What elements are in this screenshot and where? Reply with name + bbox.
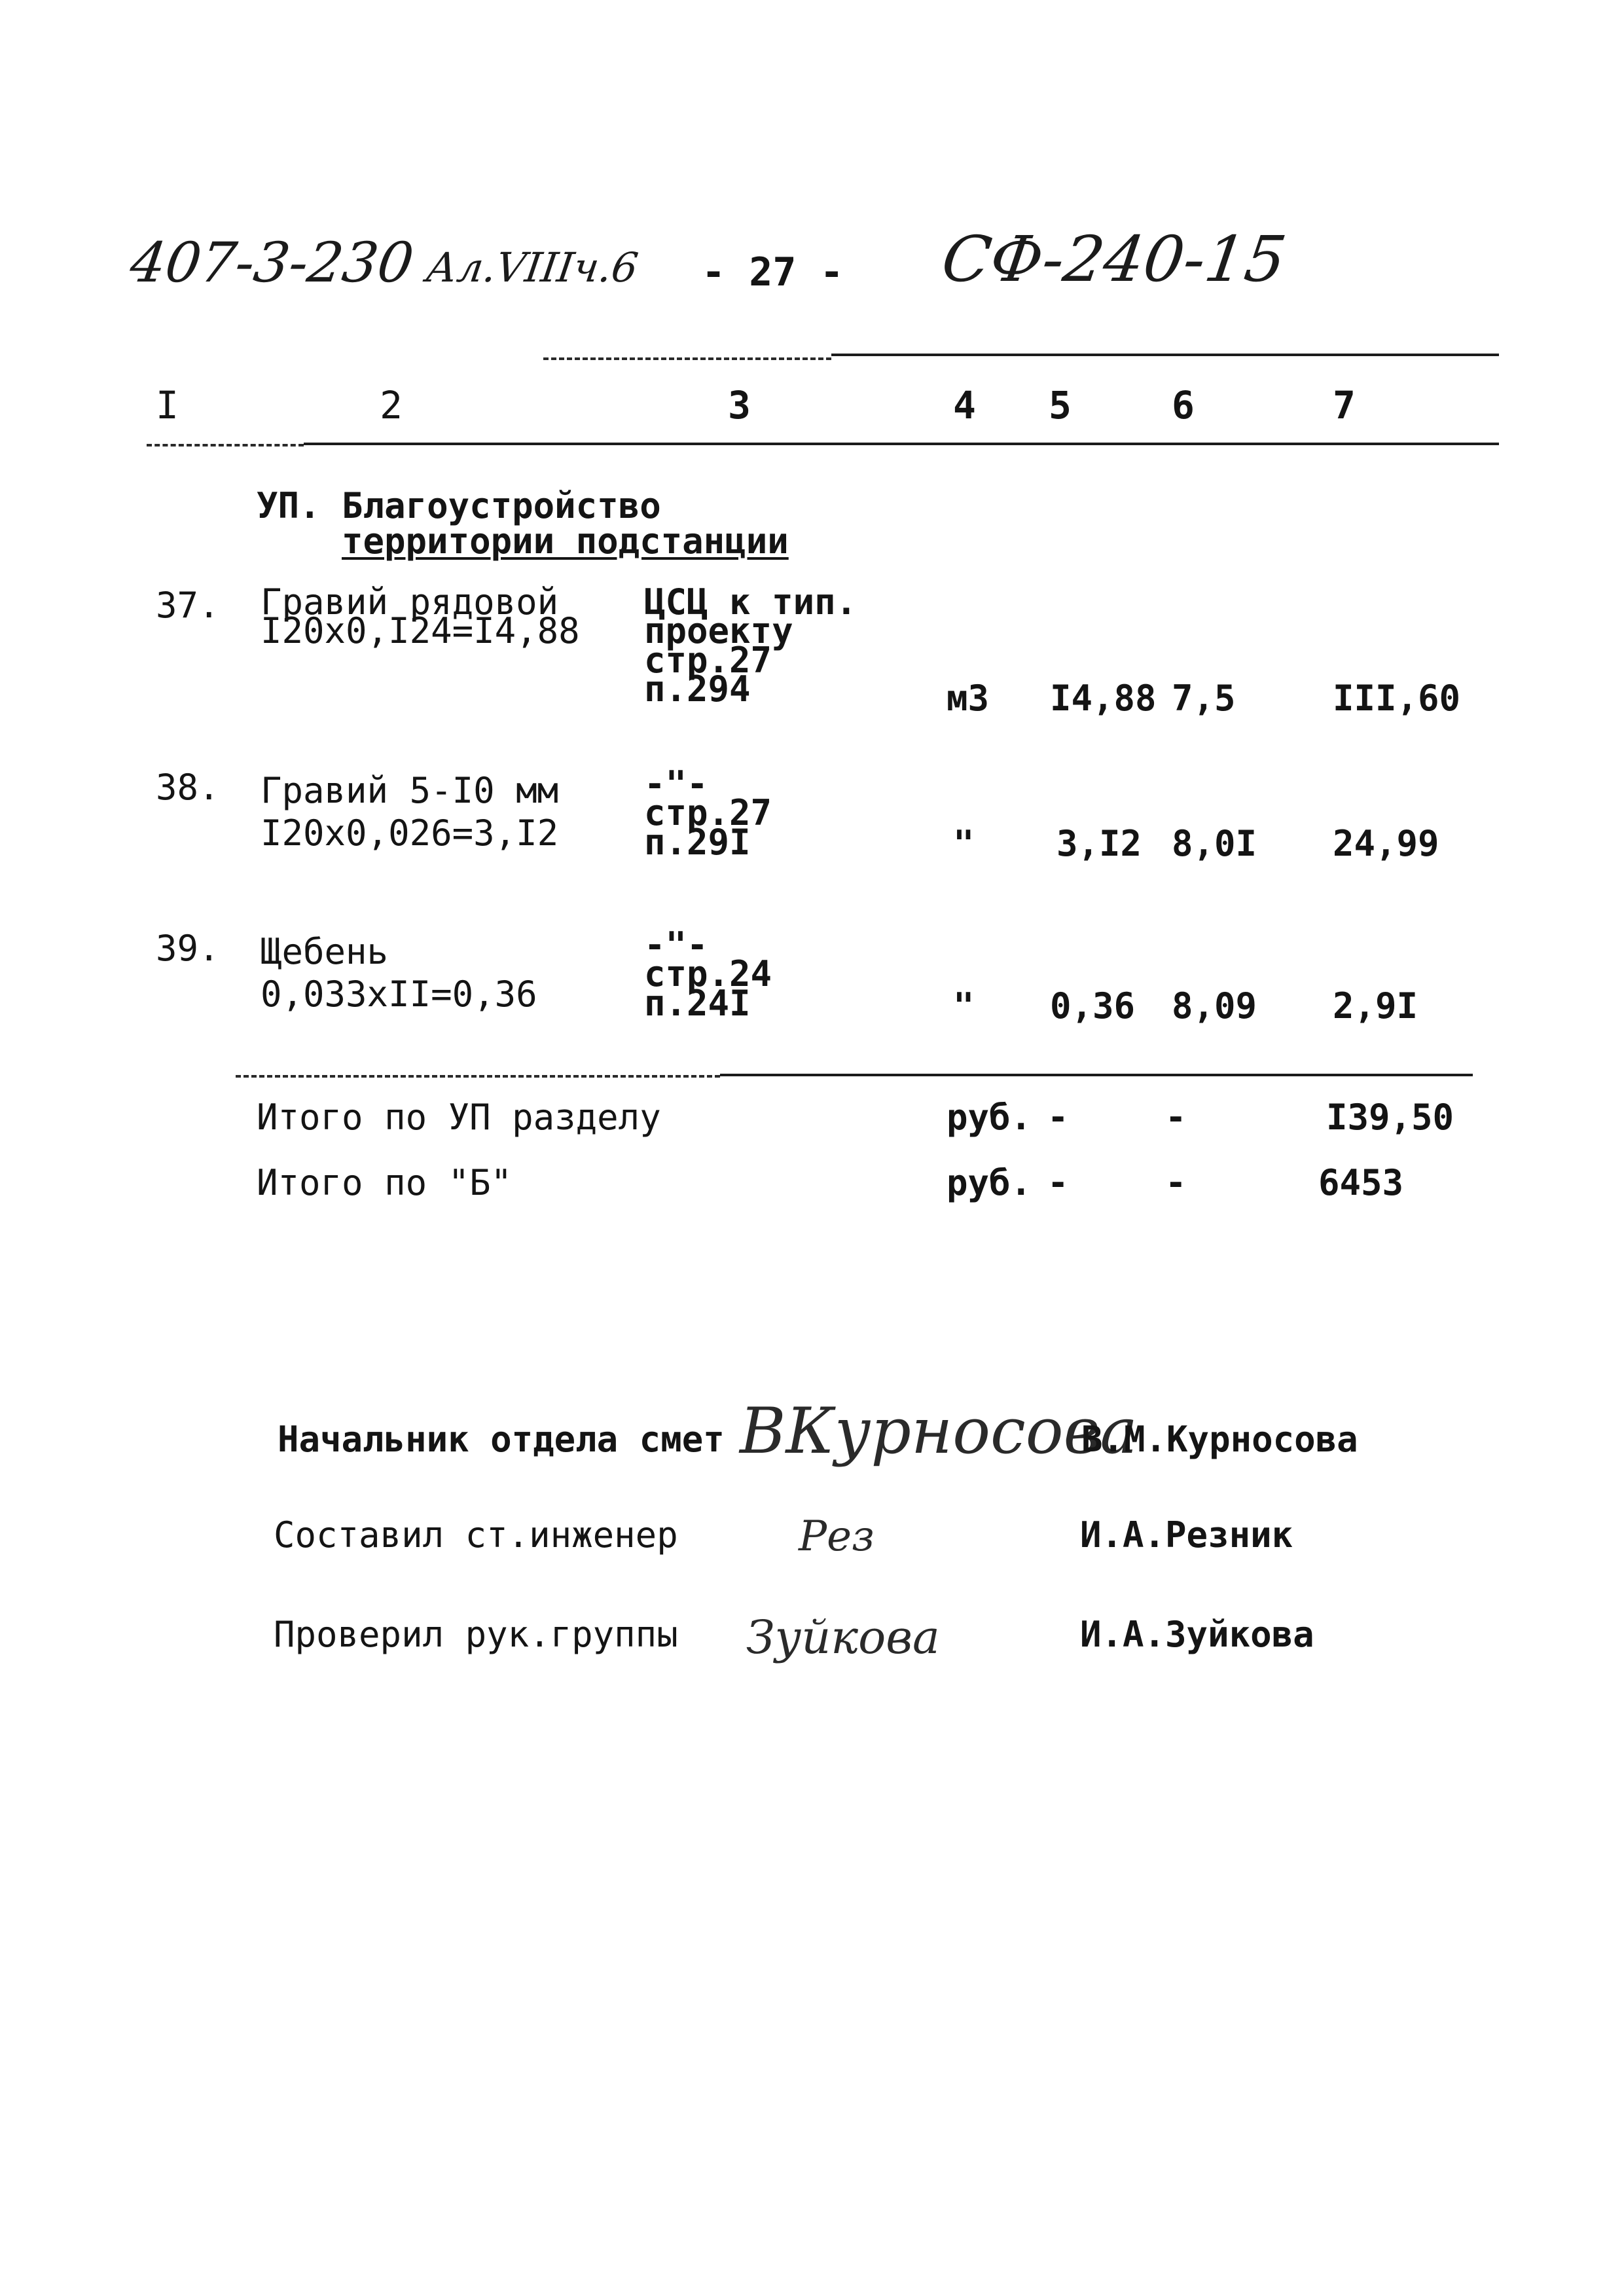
row-37-quantity: I4,88 — [1050, 678, 1157, 719]
signature-name-checker: И.А.Зуйкова — [1080, 1614, 1314, 1655]
column-header-4: 4 — [953, 383, 976, 428]
total-section-col5: - — [1047, 1097, 1069, 1138]
project-code: 407-3-230 — [126, 230, 418, 295]
row-37-total: III,60 — [1333, 678, 1461, 719]
row-39-number: 39. — [156, 928, 220, 969]
row-37-unit: м3 — [947, 678, 990, 719]
total-b-col6: - — [1165, 1162, 1187, 1203]
row-39-unit: " — [953, 985, 975, 1027]
signature-checker: Зуйкова — [746, 1611, 940, 1664]
row-38-number: 38. — [156, 767, 220, 808]
signature-name-head: В.М.Курносова — [1081, 1419, 1358, 1460]
row-39-total: 2,9I — [1333, 985, 1418, 1027]
column-header-6: 6 — [1172, 383, 1195, 428]
total-section-col6: - — [1165, 1097, 1187, 1138]
total-section-unit: руб. — [947, 1097, 1032, 1138]
row-38-unit: " — [953, 823, 975, 864]
signature-head: ВКурносова — [740, 1394, 1138, 1468]
page-number: - 27 - — [702, 249, 844, 295]
signature-role-engineer: Составил ст.инженер — [274, 1514, 678, 1556]
row-38-source: -"- стр.27 п.29I — [644, 763, 772, 863]
column-header-5: 5 — [1049, 383, 1072, 428]
signature-role-checker: Проверил рук.группы — [274, 1614, 678, 1655]
column-header-2: 2 — [380, 383, 403, 428]
total-section-value: I39,50 — [1326, 1097, 1454, 1138]
section-title: УП. Благоустройство — [257, 485, 661, 526]
row-38-price: 8,0I — [1172, 823, 1257, 864]
row-39-name: Щебень 0,033xII=0,36 — [261, 931, 537, 1015]
total-b-col5: - — [1047, 1162, 1069, 1203]
row-37-price: 7,5 — [1172, 678, 1236, 719]
row-37-number: 37. — [156, 585, 220, 626]
totals-rule-dashed — [236, 1075, 720, 1078]
total-section-label: Итого по УП разделу — [257, 1097, 661, 1138]
row-38-name: Гравий 5-I0 мм I20x0,026=3,I2 — [261, 770, 559, 854]
total-b-label: Итого по "Б" — [257, 1162, 513, 1203]
header-top-rule — [831, 354, 1499, 356]
row-38-total: 24,99 — [1333, 823, 1439, 864]
row-39-price: 8,09 — [1172, 985, 1257, 1027]
column-header-3: 3 — [728, 383, 751, 428]
section-subtitle: территории подстанции — [342, 520, 789, 562]
row-39-quantity: 0,36 — [1050, 985, 1136, 1027]
header-bottom-rule — [304, 443, 1499, 445]
row-38-quantity: 3,I2 — [1056, 823, 1142, 864]
album-code: Ал.VIIIч.6 — [423, 244, 641, 291]
row-37-source: ЦСЦ к тип. проекту стр.27 п.294 — [644, 581, 857, 710]
column-header-7: 7 — [1333, 383, 1356, 428]
row-37-name: Гравий рядовой I20x0,I24=I4,88 — [261, 581, 580, 652]
signature-name-engineer: И.А.Резник — [1080, 1514, 1293, 1556]
header-bottom-rule-dashed — [147, 444, 304, 446]
signature-engineer: Рез — [799, 1512, 875, 1561]
total-b-unit: руб. — [947, 1162, 1032, 1203]
signature-role-head: Начальник отдела смет — [278, 1419, 725, 1460]
total-b-value: 6453 — [1318, 1162, 1404, 1203]
document-code: СФ-240-15 — [937, 223, 1291, 296]
column-header-1: I — [156, 383, 179, 428]
row-39-source: -"- стр.24 п.24I — [644, 924, 772, 1024]
header-top-rule-dashed — [543, 357, 831, 360]
totals-rule — [720, 1074, 1473, 1076]
